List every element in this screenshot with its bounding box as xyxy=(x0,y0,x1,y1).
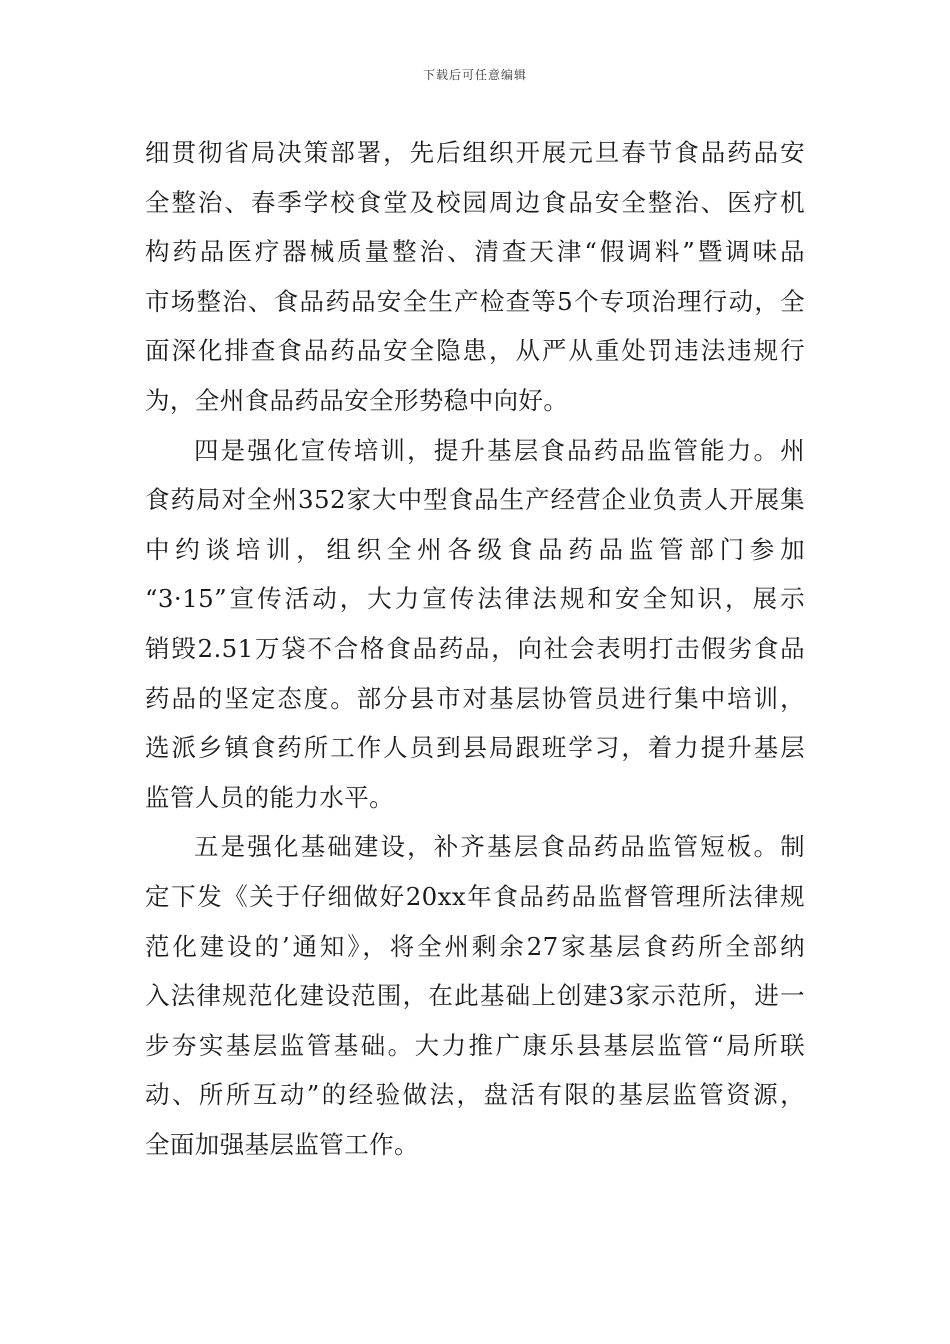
text-line: 入法律规范化建设范围，在此基础上创建3家示范所，进一 xyxy=(145,981,805,1011)
page-header: 下载后可任意编辑 xyxy=(422,68,527,82)
text-line: 销毁2.51万袋不合格食品药品，向社会表明打击假劣食品 xyxy=(145,633,805,663)
text-line: 为，全州食品药品安全形势稳中向好。 xyxy=(145,385,569,415)
text-line: 中约谈培训，组织全州各级食品药品监管部门参加 xyxy=(145,534,805,564)
text-line: 食药局对全州352家大中型食品生产经营企业负责人开展集 xyxy=(145,485,805,515)
text-line: 面深化排查食品药品安全隐患，从严从重处罚违法违规行 xyxy=(145,336,805,366)
text-line: 全整治、春季学校食堂及校园周边食品安全整治、医疗机 xyxy=(145,187,805,217)
text-line: 四是强化宣传培训，提升基层食品药品监管能力。州 xyxy=(194,435,805,465)
text-line: 五是强化基础建设，补齐基层食品药品监管短板。制 xyxy=(194,832,805,862)
text-line: 范化建设的’通知》，将全州剩余27家基层食药所全部纳 xyxy=(145,931,805,961)
text-line: 监管人员的能力水平。 xyxy=(145,782,394,812)
text-line: 市场整治、食品药品安全生产检查等5个专项治理行动，全 xyxy=(145,286,805,316)
text-line: 药品的坚定态度。部分县市对基层协管员进行集中培训， xyxy=(145,683,805,713)
text-line: 定下发《关于仔细做好20xx年食品药品监督管理所法律规 xyxy=(145,881,805,911)
text-line: 细贯彻省局决策部署，先后组织开展元旦春节食品药品安 xyxy=(145,138,805,167)
paragraph-2 xyxy=(145,426,805,823)
text-line: 步夯实基层监管基础。大力推广康乐县基层监管“局所联 xyxy=(145,1030,805,1060)
text-line: 构药品医疗器械质量整治、清查天津“假调料”暨调味品 xyxy=(145,237,805,267)
text-line: 动、所所互动”的经验做法，盘活有限的基层监管资源， xyxy=(145,1080,805,1110)
paragraph-3 xyxy=(145,822,805,1169)
paragraph-1 xyxy=(145,128,805,426)
document-body xyxy=(145,128,805,1169)
text-line: 全面加强基层监管工作。 xyxy=(145,1129,419,1159)
text-line: “3·15”宣传活动，大力宣传法律法规和安全知识，展示 xyxy=(145,584,805,614)
text-line: 选派乡镇食药所工作人员到县局跟班学习，着力提升基层 xyxy=(145,733,805,763)
